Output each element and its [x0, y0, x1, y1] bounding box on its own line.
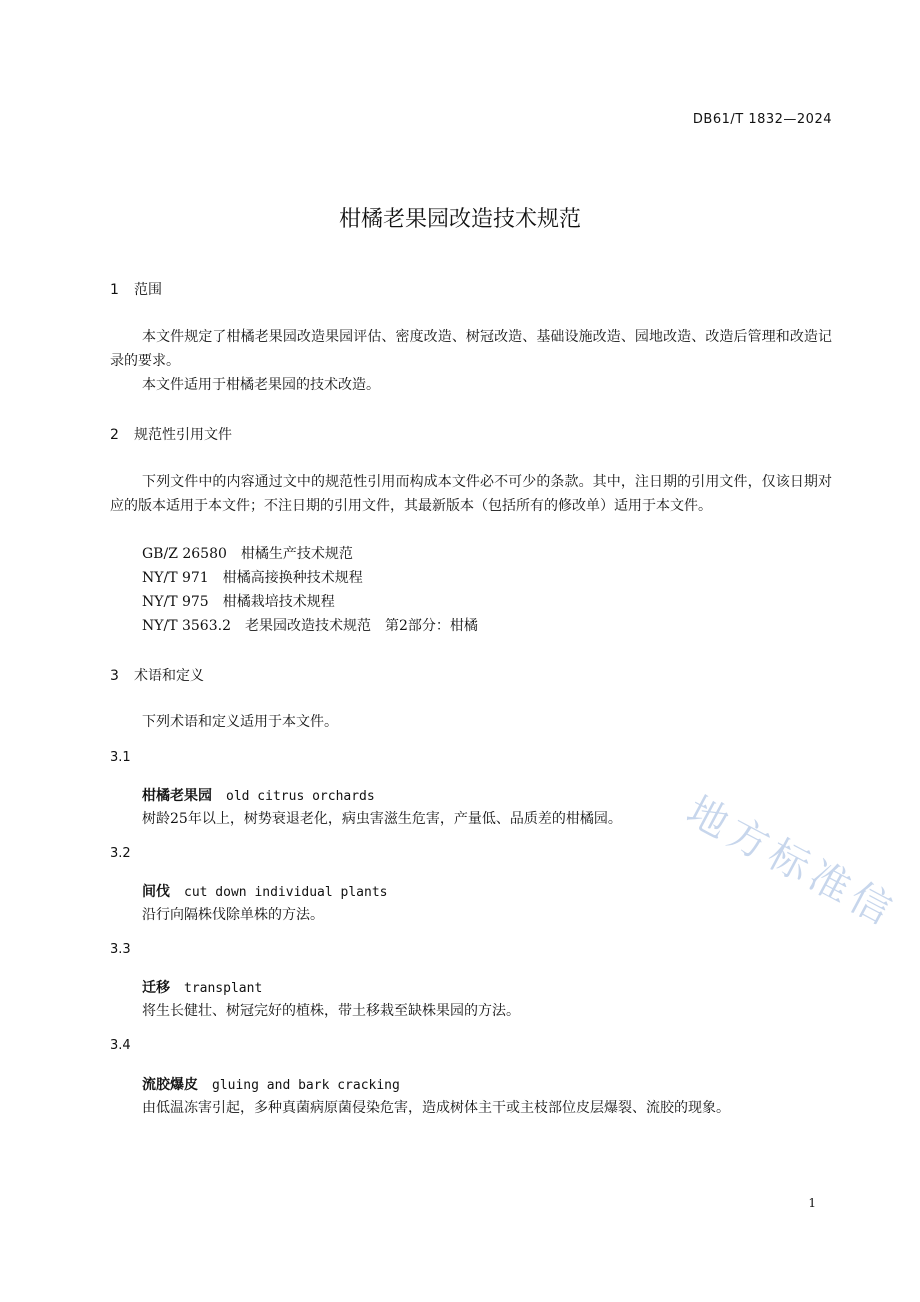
- term-chinese: 间伐: [142, 884, 170, 900]
- clause-number: 3.4: [110, 1038, 131, 1053]
- section-heading-terms: [110, 665, 204, 685]
- reference-item: [142, 543, 353, 563]
- term-english: transplant: [184, 981, 263, 996]
- reference-item: [142, 567, 363, 587]
- term-chinese: 流胶爆皮: [142, 1077, 198, 1093]
- section-number: 1: [110, 282, 119, 298]
- term-english: gluing and bark cracking: [212, 1078, 400, 1093]
- paragraph: 本文件适用于柑橘老果园的技术改造。: [142, 377, 380, 393]
- section-title: 术语和定义: [134, 668, 204, 684]
- paragraph: 下列术语和定义适用于本文件。: [142, 714, 338, 730]
- reference-code: GB/Z 26580: [142, 546, 227, 562]
- term-entry: [142, 977, 262, 997]
- section-heading-scope: [110, 279, 162, 299]
- section-number: 3: [110, 668, 119, 684]
- section-heading-normative-references: [110, 424, 232, 444]
- document-title: 柑橘老果园改造技术规范: [338, 207, 581, 232]
- clause-number: 3.2: [110, 846, 131, 861]
- term-entry: [142, 1074, 400, 1094]
- term-definition: 由低温冻害引起，多种真菌病原菌侵染危害，造成树体主干或主枝部位皮层爆裂、流胶的现象。: [142, 1100, 730, 1116]
- standard-code: DB61/T 1832—2024: [692, 112, 832, 127]
- clause-number: 3.3: [110, 942, 131, 957]
- paragraph: 本文件规定了柑橘老果园改造果园评估、密度改造、树冠改造、基础设施改造、园地改造、改造后管理和改造记录的要求。: [110, 329, 832, 369]
- term-chinese: 柑橘老果园: [142, 788, 212, 804]
- term-english: old citrus orchards: [226, 789, 375, 804]
- reference-title: 老果园改造技术规范 第2部分：柑橘: [244, 618, 478, 634]
- reference-title: 柑橘生产技术规范: [240, 546, 353, 562]
- term-english: cut down individual plants: [184, 885, 388, 900]
- reference-code: NY/T 3563.2: [142, 618, 231, 634]
- section-title: 范围: [134, 282, 162, 298]
- reference-title: 柑橘高接换种技术规程: [222, 570, 363, 586]
- reference-item: [142, 591, 335, 611]
- term-definition: 树龄25年以上，树势衰退老化，病虫害滋生危害，产量低、品质差的柑橘园。: [142, 811, 622, 827]
- section-number: 2: [110, 427, 119, 443]
- term-definition: 沿行向隔株伐除单株的方法。: [142, 907, 324, 923]
- reference-code: NY/T 975: [142, 594, 209, 610]
- watermark: 地方标准信: [679, 787, 904, 937]
- reference-code: NY/T 971: [142, 570, 209, 586]
- reference-title: 柑橘栽培技术规程: [222, 594, 335, 610]
- term-entry: [142, 881, 388, 901]
- term-entry: [142, 785, 375, 805]
- section-title: 规范性引用文件: [134, 427, 232, 443]
- paragraph: 下列文件中的内容通过文中的规范性引用而构成本文件必不可少的条款。其中，注日期的引用文件，仅该日期对应的版本适用于本文件；不注日期的引用文件，其最新版本（包括所有的修改单）适用于本文件。: [110, 474, 832, 514]
- clause-number: 3.1: [110, 750, 131, 765]
- reference-item: [142, 615, 478, 635]
- page-number: 1: [808, 1196, 816, 1210]
- term-chinese: 迁移: [142, 980, 170, 996]
- term-definition: 将生长健壮、树冠完好的植株，带土移栽至缺株果园的方法。: [142, 1003, 520, 1019]
